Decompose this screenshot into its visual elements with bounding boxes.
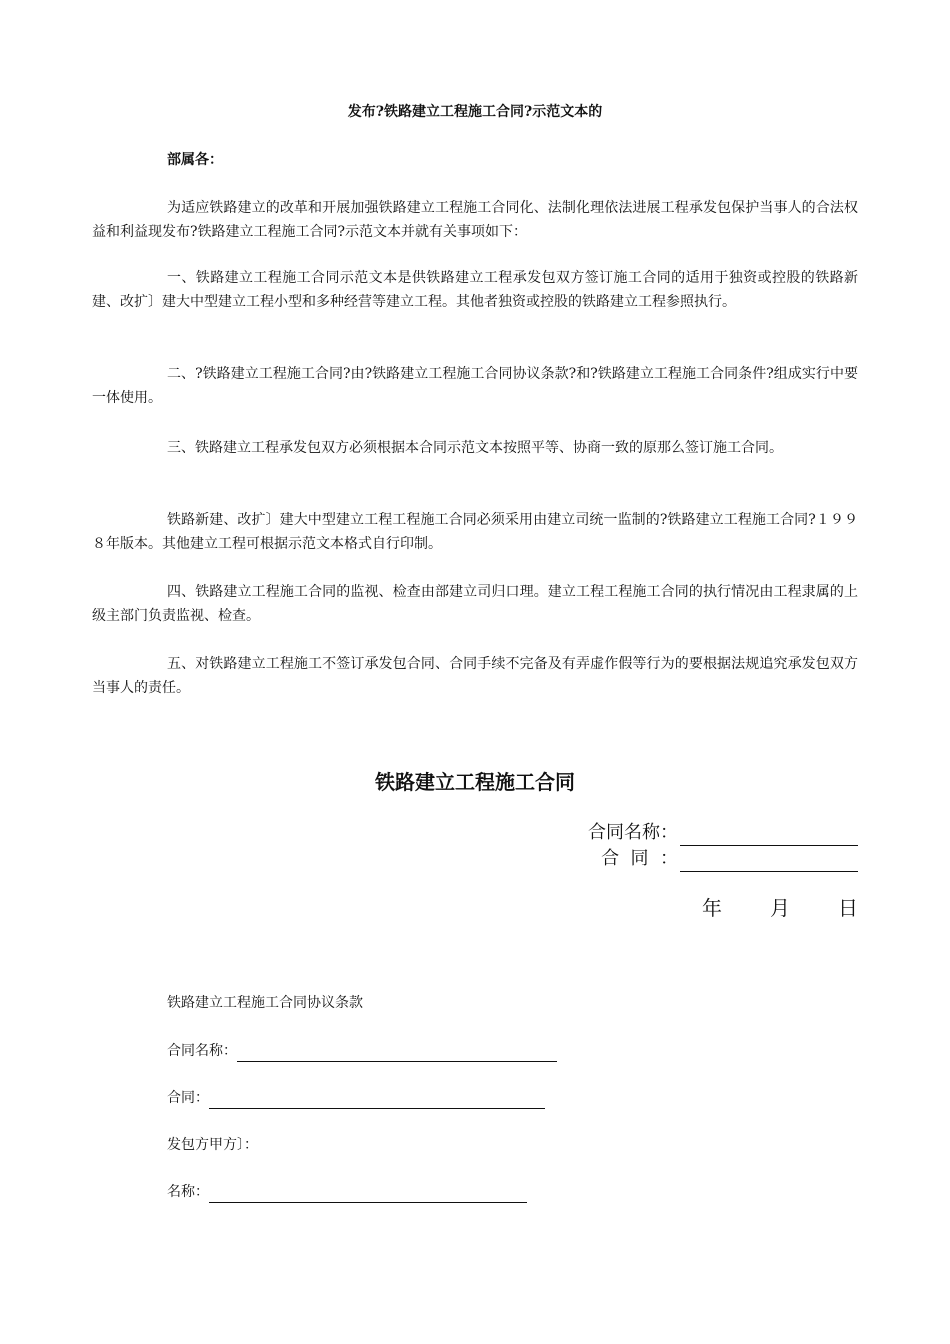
agreement-contract-name-row [167,1040,557,1062]
agreement-employer-row [167,1134,258,1156]
paragraph-item-3: 三、铁路建立工程承发包双方必须根据本合同示范文本按照平等、协商一致的原那么签订施工合同。 [167,440,783,456]
paragraph-item-1: 一、铁路建立工程施工合同示范文本是供铁路建立工程承发包双方签订施工合同的适用于独资或控股的铁路新建、改扩〕建大中型建立工程小型和多种经营等建立工程。其他者独资或控股的铁路建立工程参照执行。 [92,270,858,310]
cover-contract-name-label: 合同名称： [588,822,678,843]
paragraph-intro: 为适应铁路建立的改革和开展加强铁路建立工程施工合同化、法制化理依法进展工程承发包保护当事人的合法权益和利益现发布?铁路建立工程施工合同?示范文本并就有关事项如下： [92,200,858,240]
date-year: 年 [702,896,722,920]
agreement-name-label: 名称： [167,1184,209,1200]
cover-contract-no-label: 合 同 ： [601,848,678,869]
cover-contract-no-field[interactable] [680,851,858,872]
agreement-name-field[interactable] [209,1186,527,1203]
paragraph-item-5: 五、对铁路建立工程施工不签订承发包合同、合同手续不完备及有弄虚作假等行为的要根据法规追究承发包双方当事人的责任。 [92,656,858,696]
agreement-employer-label: 发包方甲方〕： [167,1137,258,1153]
agreement-heading [167,992,363,1014]
agreement-contract-name-label: 合同名称： [167,1043,237,1059]
paragraph-item-4: 四、铁路建立工程施工合同的监视、检查由部建立司归口理。建立工程工程施工合同的执行情况由工程隶属的上级主部门负责监视、检查。 [92,584,858,624]
paragraph-item-2: 二、?铁路建立工程施工合同?由?铁路建立工程施工合同协议条款?和?铁路建立工程施工合同条件?组成实行中要一体使用。 [92,366,858,406]
addressee: 部属各： [167,152,223,168]
cover-contract-no-row [601,846,858,872]
agreement-name-row [167,1181,527,1203]
date-day: 日 [838,896,858,920]
cover-contract-name-row [588,820,858,846]
cover-date [702,894,858,922]
contract-title: 铁路建立工程施工合同 [375,770,575,794]
date-month: 月 [770,896,790,920]
notice-title: 发布?铁路建立工程施工合同?示范文本的 [347,104,603,120]
agreement-contract-no-row [167,1087,545,1109]
agreement-contract-no-label: 合同： [167,1090,209,1106]
paragraph-item-3-note: 铁路新建、改扩〕建大中型建立工程工程施工合同必须采用由建立司统一监制的?铁路建立工程施工合同?１９９８年版本。其他建立工程可根据示范文本格式自行印制。 [92,512,858,552]
agreement-heading-text: 铁路建立工程施工合同协议条款 [167,995,363,1011]
agreement-contract-name-field[interactable] [237,1045,557,1062]
agreement-contract-no-field[interactable] [209,1092,545,1109]
cover-contract-name-field[interactable] [680,825,858,846]
